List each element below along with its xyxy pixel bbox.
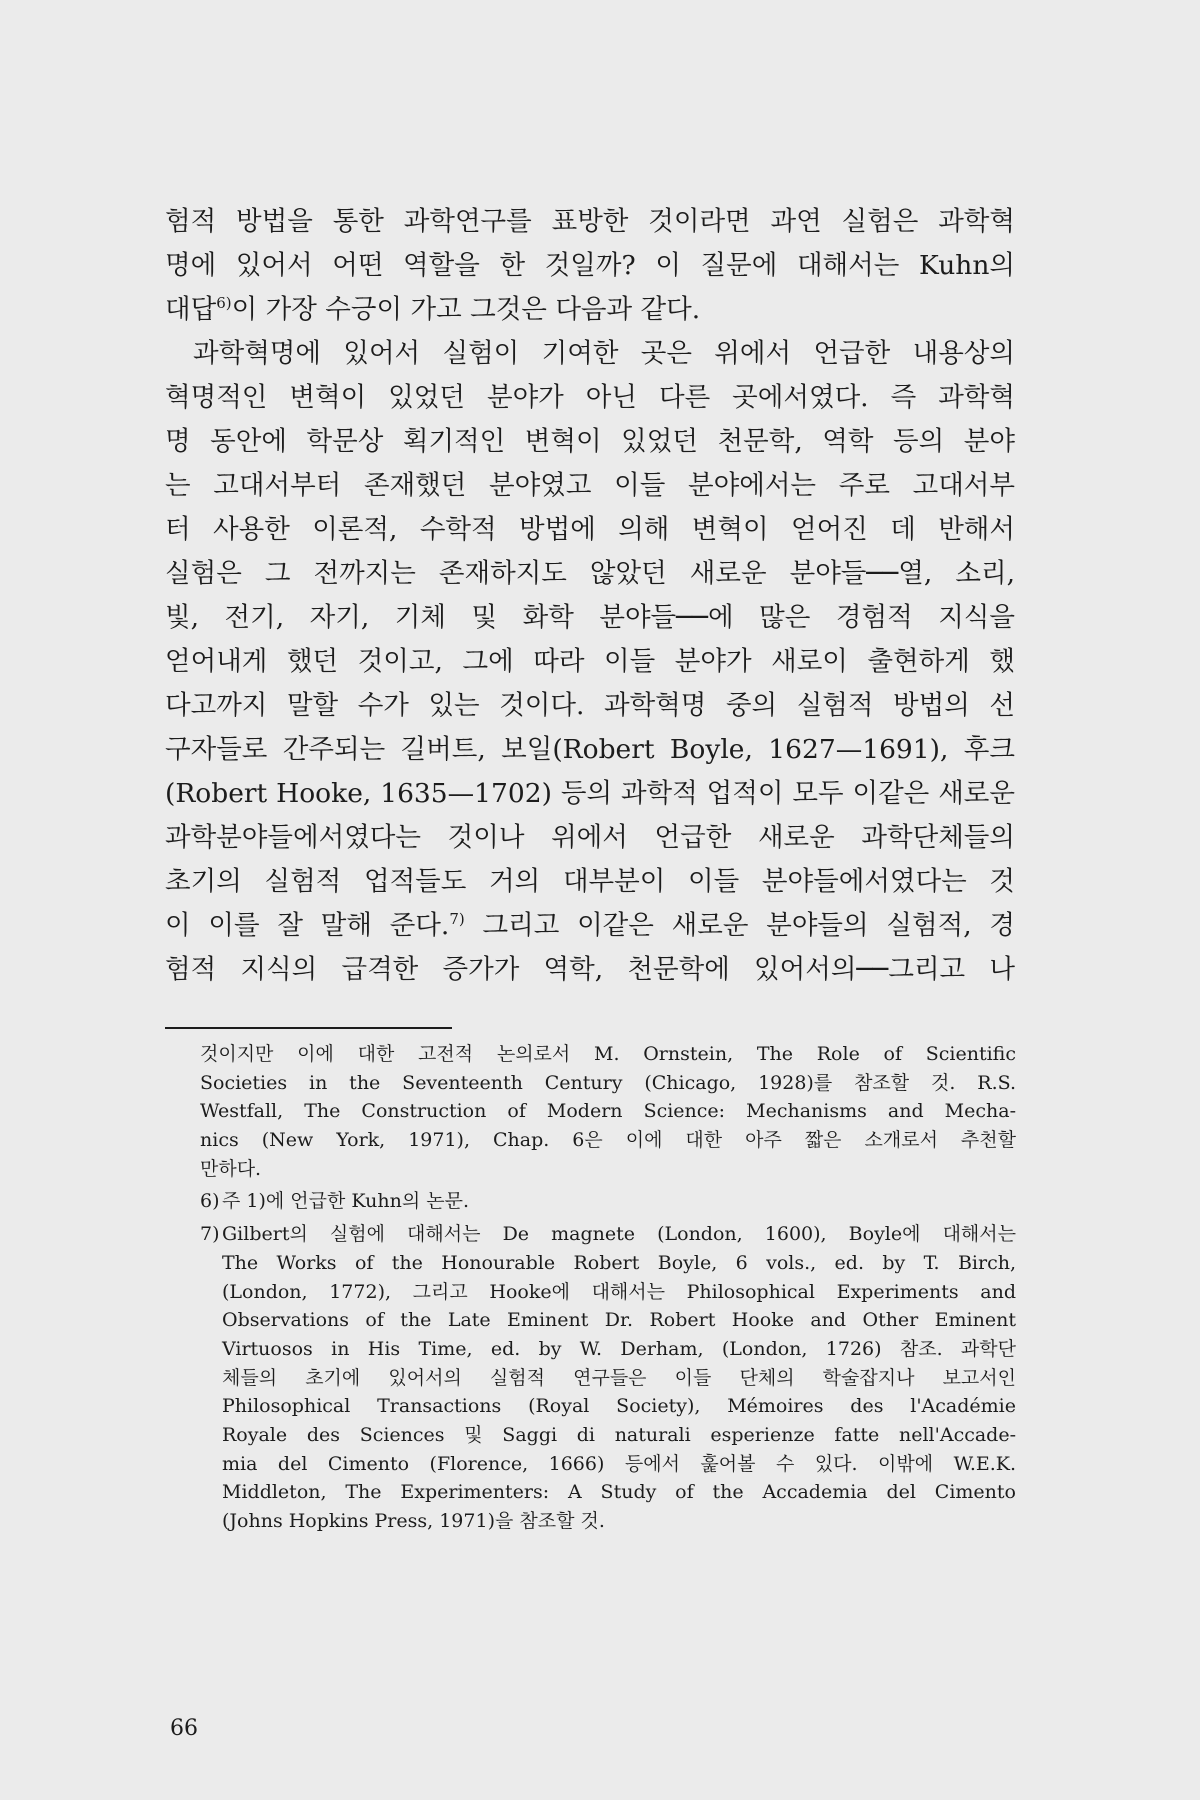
footnote-line: Royale des Sciences 및 Saggi di naturali esperienze fatte nell'Accade- [222, 1423, 1016, 1446]
footnote-ref-7: 7) [449, 910, 465, 929]
body-line: 대답$^{6)}$이 가장 수긍이 가고 그것은 다음과 같다. [165, 294, 701, 325]
body-line: 얻어내게 했던 것이고, 그에 따라 이들 분야가 새로이 출현하게 했 [165, 646, 1015, 677]
footnote-line: 체들의 초기에 있어서의 실험적 연구들은 이들 단체의 학술잡지나 보고서인 [222, 1366, 1016, 1389]
body-line: 다고까지 말할 수가 있는 것이다. 과학혁명 중의 실험적 방법의 선 [165, 690, 1015, 721]
footnote-line: Observations of the Late Eminent Dr. Robert Hooke and Other Eminent [222, 1309, 1016, 1332]
body-line: 과학혁명에 있어서 실험이 기여한 곳은 위에서 언급한 내용상의 [193, 338, 1015, 369]
body-line: 빛, 전기, 자기, 기체 및 화학 분야들──에 많은 경험적 지식을 [165, 602, 1015, 633]
body-line: 터 사용한 이론적, 수학적 방법에 의해 변혁이 얻어진 데 반해서 [165, 514, 1015, 545]
body-line: (Robert Hooke, 1635—1702) 등의 과학적 업적이 모두 이같은 새로운 [165, 778, 1015, 809]
footnote-line: mia del Cimento (Florence, 1666) 등에서 훑어볼 수 있다. 이밖에 W.E.K. [222, 1452, 1016, 1475]
body-line: 험적 지식의 급격한 증가가 역학, 천문학에 있어서의──그리고 나 [165, 954, 1015, 985]
footnote-line: 것이지만 이에 대한 고전적 논의로서 M. Ornstein, The Role of Scientific [200, 1043, 1016, 1065]
footnote-6 [200, 1187, 1016, 1216]
body-line: 험적 방법을 통한 과학연구를 표방한 것이라면 과연 실험은 과학혁 [165, 206, 1015, 237]
footnote-number: 6) [200, 1190, 220, 1213]
body-line: 실험은 그 전까지는 존재하지도 않았던 새로운 분야들──열, 소리, [165, 558, 1015, 589]
footnote-line: nics (New York, 1971), Chap. 6은 이에 대한 아주 짧은 소개로서 추천할 [200, 1129, 1016, 1152]
body-line: 는 고대서부터 존재했던 분야였고 이들 분야에서는 주로 고대서부 [165, 470, 1015, 501]
body-line: 명 동안에 학문상 획기적인 변혁이 있었던 천문학, 역학 등의 분야 [165, 426, 1015, 457]
footnote-line: Philosophical Transactions (Royal Society), Mémoires des l'Académie [222, 1395, 1016, 1418]
body-line: 이 이를 잘 말해 준다.$^{7)}$ 그리고 이같은 새로운 분야들의 실험적, 경 [165, 910, 1015, 941]
body-line: 초기의 실험적 업적들도 거의 대부분이 이들 분야들에서였다는 것 [165, 866, 1015, 897]
footnote-number: 7) [200, 1223, 220, 1246]
footnote-rule [165, 1027, 452, 1029]
footnote-line: Westfall, The Construction of Modern Science: Mechanisms and Mecha- [200, 1100, 1016, 1123]
footnote-line: Middleton, The Experimenters: A Study of the Accademia del Cimento [222, 1481, 1016, 1504]
footnote-line: Societies in the Seventeenth Century (Chicago, 1928)를 참조할 것. R.S. [200, 1071, 1016, 1094]
body-line: 과학분야들에서였다는 것이나 위에서 언급한 새로운 과학단체들의 [165, 822, 1015, 853]
body-line: 혁명적인 변혁이 있었던 분야가 아닌 다른 곳에서였다. 즉 과학혁 [165, 382, 1015, 413]
footnote-line: Virtuosos in His Time, ed. by W. Derham, (London, 1726) 참조. 과학단 [222, 1337, 1016, 1360]
footnote-line: (Johns Hopkins Press, 1971)을 참조할 것. [222, 1510, 605, 1532]
page-number: 66 [170, 1716, 198, 1741]
main-text [165, 200, 1015, 992]
body-line: 명에 있어서 어떤 역할을 한 것일까? 이 질문에 대해서는 Kuhn의 [165, 250, 1015, 281]
footnote-7 [200, 1220, 1016, 1536]
footnote-line: 6) 주 1)에 언급한 Kuhn의 논문. [200, 1187, 1016, 1216]
footnote-continuation [200, 1040, 1016, 1183]
footnote-line: 7) Gilbert의 실험에 대해서는 De magnete (London, 1600), Boyle에 대해서는 [200, 1220, 1016, 1249]
footnote-ref-6: 6) [216, 294, 232, 313]
footnote-line: (London, 1772), 그리고 Hooke에 대해서는 Philosophical Experiments and [222, 1280, 1016, 1303]
footnote-line: The Works of the Honourable Robert Boyle, 6 vols., ed. by T. Birch, [222, 1251, 1016, 1274]
footnote-line: 만하다. [200, 1157, 262, 1180]
footnotes [200, 1040, 1016, 1536]
body-line: 구자들로 간주되는 길버트, 보일(Robert Boyle, 1627—1691), 후크 [165, 734, 1015, 765]
